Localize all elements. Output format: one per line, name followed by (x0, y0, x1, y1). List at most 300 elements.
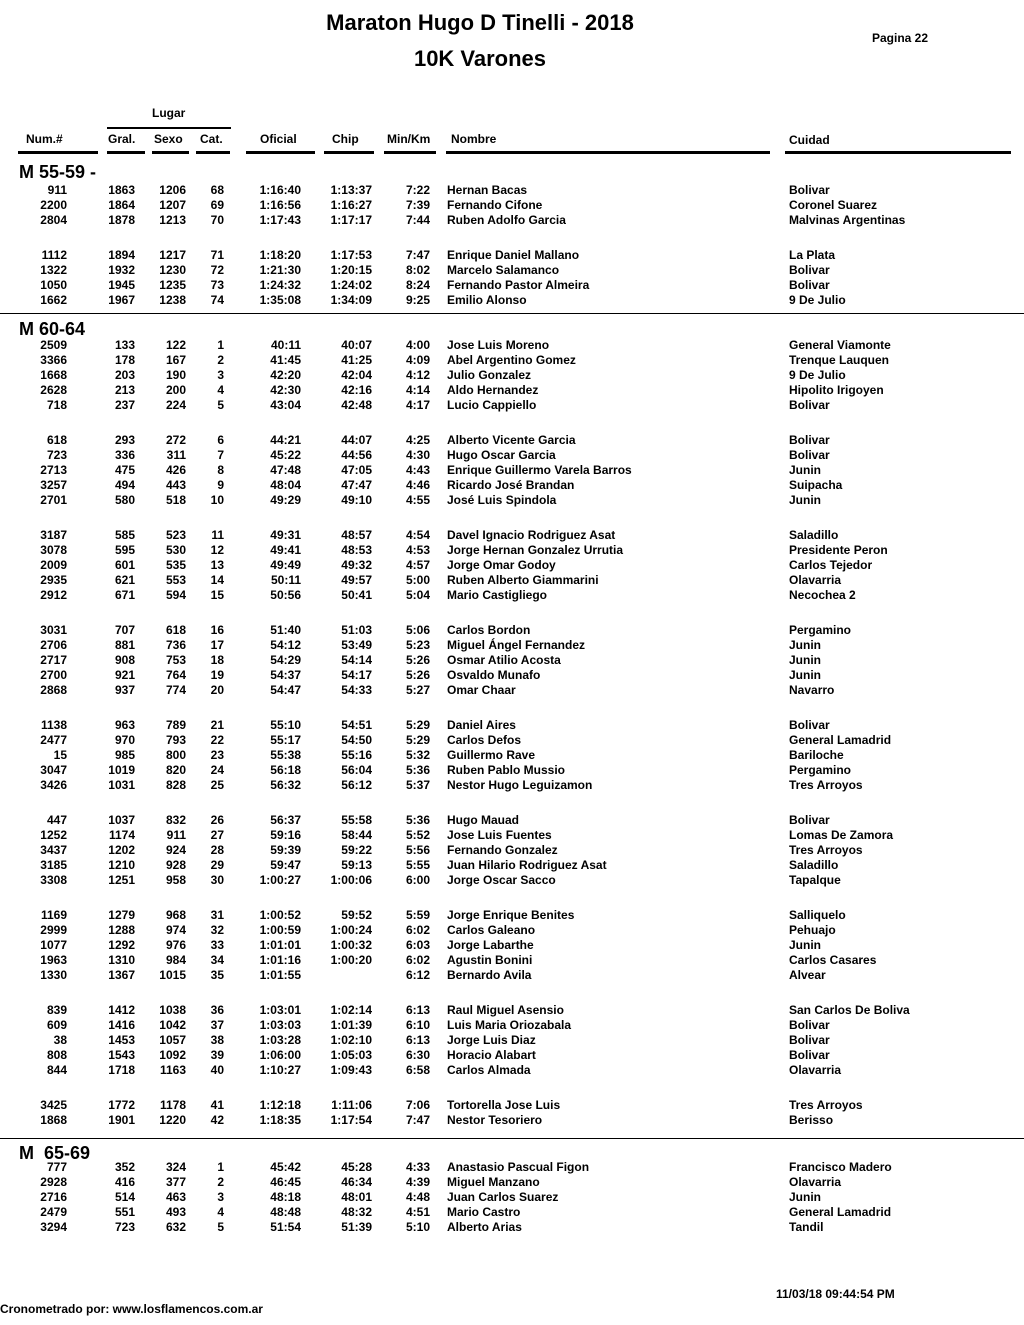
document-subtitle: 10K Varones (413, 46, 547, 71)
table-row (0, 683, 1024, 698)
cell-cat: 41 (210, 1098, 224, 1112)
cell-num: 844 (46, 1063, 67, 1077)
table-row (0, 733, 1024, 748)
cell-nombre: Horacio Alabart (447, 1048, 536, 1062)
category-divider (0, 1138, 1024, 1139)
cell-oficial: 1:03:01 (259, 1003, 301, 1017)
cell-nombre: Carlos Defos (447, 733, 522, 747)
cell-num: 1330 (40, 968, 67, 982)
cell-cat: 9 (217, 478, 224, 492)
cell-chip: 56:04 (341, 763, 372, 777)
table-row (0, 1160, 1024, 1175)
cell-chip: 1:00:24 (330, 923, 372, 937)
cell-nombre: Fernando Gonzalez (447, 843, 558, 857)
cell-nombre: Daniel Aires (447, 718, 516, 732)
cell-minkm: 4:09 (405, 353, 430, 367)
cell-sexo: 1038 (159, 1003, 186, 1017)
table-row (0, 1190, 1024, 1205)
cell-num: 38 (53, 1033, 67, 1047)
cell-nombre: Jose Luis Fuentes (447, 828, 552, 842)
cell-num: 1138 (40, 718, 67, 732)
table-row (0, 528, 1024, 543)
cell-gral: 908 (114, 653, 135, 667)
cell-sexo: 553 (165, 573, 186, 587)
cell-chip: 1:16:27 (330, 198, 372, 212)
cell-oficial: 1:24:32 (259, 278, 301, 292)
cell-ciudad: San Carlos De Boliva (789, 1003, 910, 1017)
cell-ciudad: Saladillo (789, 858, 839, 872)
cell-oficial: 45:22 (270, 448, 301, 462)
cell-nombre: Carlos Almada (447, 1063, 531, 1077)
header-rule-lugar (107, 127, 231, 129)
cell-gral: 1901 (108, 1113, 135, 1127)
cell-minkm: 4:57 (405, 558, 430, 572)
cell-cat: 13 (210, 558, 224, 572)
col-header-minkm: Min/Km (387, 132, 431, 146)
cell-oficial: 59:16 (270, 828, 301, 842)
cell-cat: 3 (217, 1190, 224, 1204)
cell-minkm: 5:10 (405, 1220, 430, 1234)
cell-nombre: Jose Luis Moreno (447, 338, 550, 352)
cell-ciudad: Bolivar (789, 1033, 830, 1047)
cell-num: 723 (46, 448, 67, 462)
cell-chip: 49:57 (341, 573, 372, 587)
cell-chip: 53:49 (341, 638, 372, 652)
cell-chip: 54:33 (341, 683, 372, 697)
cell-sexo: 1217 (159, 248, 186, 262)
cell-cat: 5 (217, 398, 224, 412)
cell-ciudad: Tapalque (789, 873, 841, 887)
header-rule-chip (324, 151, 374, 154)
cell-ciudad: Salliquelo (789, 908, 846, 922)
cell-num: 2200 (40, 198, 67, 212)
cell-cat: 3 (217, 368, 224, 382)
cell-oficial: 55:38 (270, 748, 301, 762)
cell-cat: 34 (210, 953, 224, 967)
cell-ciudad: Junin (789, 463, 821, 477)
cell-nombre: Carlos Galeano (447, 923, 536, 937)
cell-sexo: 828 (165, 778, 186, 792)
cell-cat: 19 (210, 668, 224, 682)
cell-oficial: 1:00:27 (259, 873, 301, 887)
cell-gral: 551 (114, 1205, 135, 1219)
cell-oficial: 51:54 (270, 1220, 301, 1234)
cell-num: 1112 (41, 248, 67, 262)
cell-nombre: Anastasio Pascual Figon (447, 1160, 590, 1174)
cell-gral: 707 (114, 623, 135, 637)
cell-num: 911 (47, 183, 67, 197)
cell-chip: 54:14 (341, 653, 372, 667)
cell-minkm: 7:47 (405, 248, 430, 262)
table-row (0, 623, 1024, 638)
cell-chip: 1:17:17 (330, 213, 372, 227)
cell-num: 3078 (40, 543, 67, 557)
cell-gral: 601 (114, 558, 135, 572)
cell-cat: 14 (210, 573, 224, 587)
cell-num: 777 (46, 1160, 67, 1174)
cell-oficial: 44:21 (270, 433, 301, 447)
cell-num: 609 (46, 1018, 67, 1032)
cell-nombre: Mario Castro (447, 1205, 521, 1219)
cell-num: 2716 (40, 1190, 67, 1204)
cell-ciudad: Hipolito Irigoyen (789, 383, 884, 397)
cell-nombre: Jorge Oscar Sacco (447, 873, 556, 887)
cell-oficial: 1:00:59 (259, 923, 301, 937)
table-row (0, 653, 1024, 668)
table-row (0, 813, 1024, 828)
cell-cat: 28 (210, 843, 224, 857)
cell-ciudad: Alvear (789, 968, 826, 982)
cell-num: 3308 (40, 873, 67, 887)
cell-sexo: 324 (165, 1160, 186, 1174)
cell-chip: 1:34:09 (330, 293, 372, 307)
cell-oficial: 49:31 (270, 528, 301, 542)
cell-oficial: 1:10:27 (259, 1063, 301, 1077)
cell-chip: 46:34 (341, 1175, 372, 1189)
cell-sexo: 1206 (159, 183, 186, 197)
table-row (0, 908, 1024, 923)
cell-cat: 33 (210, 938, 224, 952)
cell-gral: 1718 (108, 1063, 135, 1077)
table-row (0, 448, 1024, 463)
cell-nombre: Ruben Adolfo Garcia (447, 213, 566, 227)
table-row (0, 198, 1024, 213)
cell-cat: 2 (217, 353, 224, 367)
cell-minkm: 4:55 (405, 493, 430, 507)
cell-oficial: 56:32 (270, 778, 301, 792)
cell-gral: 1019 (108, 763, 135, 777)
cell-sexo: 1220 (159, 1113, 186, 1127)
cell-nombre: Enrique Daniel Mallano (447, 248, 580, 262)
cell-minkm: 7:22 (405, 183, 430, 197)
table-row (0, 353, 1024, 368)
cell-oficial: 48:04 (270, 478, 301, 492)
cell-cat: 73 (210, 278, 224, 292)
cell-ciudad: Lomas De Zamora (789, 828, 894, 842)
cell-nombre: Aldo Hernandez (447, 383, 539, 397)
cell-minkm: 4:14 (405, 383, 430, 397)
header-rule-oficial (246, 151, 315, 154)
cell-minkm: 6:30 (405, 1048, 430, 1062)
cell-oficial: 1:16:56 (259, 198, 301, 212)
cell-nombre: Jorge Hernan Gonzalez Urrutia (447, 543, 624, 557)
cell-minkm: 5:32 (405, 748, 430, 762)
cell-oficial: 49:29 (270, 493, 301, 507)
cell-nombre: Abel Argentino Gomez (447, 353, 576, 367)
cell-minkm: 7:44 (405, 213, 430, 227)
cell-gral: 1932 (108, 263, 135, 277)
cell-sexo: 122 (165, 338, 186, 352)
cell-ciudad: General Viamonte (789, 338, 891, 352)
cell-chip: 1:09:43 (330, 1063, 372, 1077)
table-row (0, 1018, 1024, 1033)
cell-oficial: 48:18 (270, 1190, 301, 1204)
cell-gral: 921 (114, 668, 135, 682)
cell-chip: 42:04 (341, 368, 372, 382)
cell-minkm: 4:25 (405, 433, 430, 447)
cell-sexo: 443 (165, 478, 186, 492)
cell-sexo: 426 (165, 463, 186, 477)
cell-oficial: 56:18 (270, 763, 301, 777)
cell-num: 2868 (40, 683, 67, 697)
cell-ciudad: Pergamino (789, 763, 852, 777)
cell-oficial: 54:12 (270, 638, 301, 652)
col-header-lugar: Lugar (152, 106, 186, 120)
table-row (0, 463, 1024, 478)
cell-ciudad: 9 De Julio (789, 368, 846, 382)
col-header-cat: Cat. (200, 132, 223, 146)
cell-gral: 1251 (108, 873, 135, 887)
cell-nombre: Carlos Bordon (447, 623, 531, 637)
cell-nombre: Enrique Guillermo Varela Barros (447, 463, 632, 477)
cell-gral: 1202 (108, 843, 135, 857)
cell-cat: 24 (210, 763, 224, 777)
cell-cat: 38 (210, 1033, 224, 1047)
cell-oficial: 1:00:52 (259, 908, 301, 922)
table-row (0, 293, 1024, 308)
cell-gral: 1288 (108, 923, 135, 937)
cell-gral: 1037 (108, 813, 135, 827)
cell-cat: 27 (210, 828, 224, 842)
table-row (0, 558, 1024, 573)
cell-gral: 1367 (108, 968, 135, 982)
cell-nombre: Tortorella Jose Luis (447, 1098, 561, 1112)
cell-minkm: 5:29 (405, 718, 430, 732)
footer-timestamp: 11/03/18 09:44:54 PM (776, 1287, 895, 1301)
cell-ciudad: Junin (789, 668, 821, 682)
cell-nombre: Ruben Pablo Mussio (447, 763, 566, 777)
header-rule-sexo (152, 151, 189, 154)
cell-num: 2509 (40, 338, 67, 352)
cell-gral: 1543 (108, 1048, 135, 1062)
cell-chip: 54:51 (341, 718, 372, 732)
cell-sexo: 984 (165, 953, 186, 967)
cell-gral: 937 (114, 683, 135, 697)
cell-ciudad: Olavarria (789, 573, 842, 587)
cell-nombre: Miguel Manzano (447, 1175, 540, 1189)
cell-nombre: Osvaldo Munafo (447, 668, 541, 682)
cell-chip: 48:53 (341, 543, 372, 557)
cell-oficial: 47:48 (270, 463, 301, 477)
cell-nombre: Marcelo Salamanco (447, 263, 560, 277)
cell-minkm: 9:25 (405, 293, 430, 307)
table-row (0, 493, 1024, 508)
footer-credit: Cronometrado por: www.losflamencos.com.ar (0, 1302, 263, 1316)
cell-gral: 970 (114, 733, 135, 747)
cell-ciudad: Berisso (789, 1113, 834, 1127)
cell-sexo: 1163 (159, 1063, 186, 1077)
cell-cat: 17 (210, 638, 224, 652)
cell-num: 3294 (40, 1220, 67, 1234)
cell-ciudad: Necochea 2 (789, 588, 856, 602)
cell-chip: 48:57 (341, 528, 372, 542)
cell-minkm: 4:43 (405, 463, 430, 477)
cell-num: 2999 (40, 923, 67, 937)
cell-minkm: 4:12 (405, 368, 430, 382)
cell-chip: 1:24:02 (330, 278, 372, 292)
table-row (0, 1033, 1024, 1048)
cell-oficial: 55:17 (270, 733, 301, 747)
cell-ciudad: Navarro (789, 683, 835, 697)
cell-num: 2477 (40, 733, 67, 747)
cell-cat: 22 (210, 733, 224, 747)
cell-cat: 8 (217, 463, 224, 477)
category-title: M 65-69 (19, 1143, 91, 1163)
cell-cat: 29 (210, 858, 224, 872)
cell-chip: 59:22 (341, 843, 372, 857)
cell-sexo: 736 (165, 638, 186, 652)
cell-oficial: 51:40 (270, 623, 301, 637)
col-header-oficial: Oficial (260, 132, 297, 146)
table-row (0, 248, 1024, 263)
cell-num: 3047 (40, 763, 67, 777)
cell-oficial: 42:30 (270, 383, 301, 397)
cell-cat: 68 (210, 183, 224, 197)
cell-oficial: 1:21:30 (259, 263, 301, 277)
cell-nombre: Jorge Enrique Benites (447, 908, 575, 922)
cell-chip: 56:12 (341, 778, 372, 792)
cell-sexo: 958 (165, 873, 186, 887)
table-row (0, 183, 1024, 198)
cell-cat: 10 (210, 493, 224, 507)
cell-ciudad: 9 De Julio (789, 293, 846, 307)
table-row (0, 638, 1024, 653)
page-number: Pagina 22 (872, 31, 929, 45)
cell-nombre: Hugo Mauad (447, 813, 519, 827)
cell-cat: 6 (217, 433, 224, 447)
cell-ciudad: Pergamino (789, 623, 852, 637)
cell-chip: 1:17:53 (330, 248, 372, 262)
cell-ciudad: Bolivar (789, 1048, 830, 1062)
cell-num: 1169 (40, 908, 67, 922)
cell-sexo: 518 (165, 493, 186, 507)
cell-ciudad: Coronel Suarez (789, 198, 878, 212)
cell-minkm: 4:51 (405, 1205, 430, 1219)
cell-sexo: 789 (165, 718, 186, 732)
cell-nombre: Fernando Cifone (447, 198, 543, 212)
cell-num: 2628 (40, 383, 67, 397)
cell-cat: 71 (210, 248, 224, 262)
cell-ciudad: Carlos Tejedor (789, 558, 873, 572)
cell-cat: 15 (210, 588, 224, 602)
cell-minkm: 6:02 (405, 923, 430, 937)
cell-num: 3257 (40, 478, 67, 492)
cell-minkm: 4:00 (405, 338, 430, 352)
cell-nombre: Fernando Pastor Almeira (447, 278, 590, 292)
cell-num: 1963 (40, 953, 67, 967)
col-header-sexo: Sexo (154, 132, 183, 146)
category-title: M 55-59 - (19, 162, 97, 182)
cell-chip: 54:50 (341, 733, 372, 747)
cell-gral: 1878 (108, 213, 135, 227)
table-row (0, 398, 1024, 413)
cell-ciudad: Francisco Madero (789, 1160, 892, 1174)
cell-sexo: 820 (165, 763, 186, 777)
cell-ciudad: Bolivar (789, 448, 830, 462)
cell-cat: 31 (210, 908, 224, 922)
table-row (0, 953, 1024, 968)
cell-cat: 69 (210, 198, 224, 212)
cell-gral: 203 (114, 368, 135, 382)
cell-sexo: 1238 (159, 293, 186, 307)
cell-oficial: 40:11 (270, 338, 301, 352)
cell-chip: 49:32 (341, 558, 372, 572)
cell-nombre: Jorge Luis Diaz (447, 1033, 536, 1047)
cell-chip: 44:56 (341, 448, 372, 462)
cell-chip: 1:00:20 (330, 953, 372, 967)
cell-ciudad: Bolivar (789, 1018, 830, 1032)
cell-ciudad: Bolivar (789, 263, 830, 277)
cell-nombre: Nestor Hugo Leguizamon (447, 778, 593, 792)
cell-num: 808 (46, 1048, 67, 1062)
table-row (0, 213, 1024, 228)
cell-minkm: 4:53 (405, 543, 430, 557)
cell-num: 2706 (40, 638, 67, 652)
cell-nombre: Miguel Ángel Fernandez (447, 638, 586, 652)
cell-oficial: 1:01:16 (259, 953, 301, 967)
col-header-gral: Gral. (108, 132, 136, 146)
cell-chip: 40:07 (341, 338, 372, 352)
cell-num: 3187 (40, 528, 67, 542)
cell-sexo: 523 (165, 528, 186, 542)
cell-sexo: 924 (165, 843, 186, 857)
cell-ciudad: Junin (789, 1190, 821, 1204)
cell-oficial: 54:47 (270, 683, 301, 697)
cell-num: 3185 (40, 858, 67, 872)
cell-cat: 1 (217, 1160, 224, 1174)
cell-nombre: Guillermo Rave (447, 748, 536, 762)
cell-sexo: 200 (165, 383, 186, 397)
cell-cat: 21 (210, 718, 224, 732)
table-row (0, 668, 1024, 683)
cell-oficial: 1:12:18 (259, 1098, 301, 1112)
cell-num: 2479 (40, 1205, 67, 1219)
cell-cat: 11 (211, 528, 224, 542)
cell-chip: 1:05:03 (330, 1048, 372, 1062)
table-row (0, 763, 1024, 778)
cell-cat: 26 (210, 813, 224, 827)
cell-minkm: 5:36 (405, 763, 430, 777)
cell-sexo: 974 (165, 923, 186, 937)
cell-nombre: Lucio Cappiello (447, 398, 537, 412)
cell-num: 15 (53, 748, 67, 762)
cell-sexo: 1213 (159, 213, 186, 227)
cell-sexo: 530 (165, 543, 186, 557)
cell-ciudad: Junin (789, 938, 821, 952)
cell-chip: 1:01:39 (330, 1018, 372, 1032)
cell-minkm: 4:17 (405, 398, 430, 412)
cell-gral: 671 (114, 588, 135, 602)
cell-minkm: 7:47 (405, 1113, 430, 1127)
cell-sexo: 1092 (159, 1048, 186, 1062)
col-header-num: Num.# (26, 132, 63, 146)
cell-oficial: 1:18:20 (259, 248, 301, 262)
cell-sexo: 800 (165, 748, 186, 762)
cell-sexo: 224 (165, 398, 186, 412)
cell-minkm: 5:04 (405, 588, 430, 602)
table-row (0, 843, 1024, 858)
cell-gral: 1310 (108, 953, 135, 967)
table-row (0, 543, 1024, 558)
cell-nombre: Bernardo Avila (447, 968, 532, 982)
cell-nombre: Jorge Omar Godoy (447, 558, 556, 572)
cell-ciudad: Carlos Casares (789, 953, 877, 967)
cell-ciudad: Presidente Peron (789, 543, 888, 557)
cell-sexo: 968 (165, 908, 186, 922)
cell-nombre: Nestor Tesoriero (447, 1113, 543, 1127)
cell-cat: 7 (217, 448, 224, 462)
cell-ciudad: Bolivar (789, 398, 830, 412)
